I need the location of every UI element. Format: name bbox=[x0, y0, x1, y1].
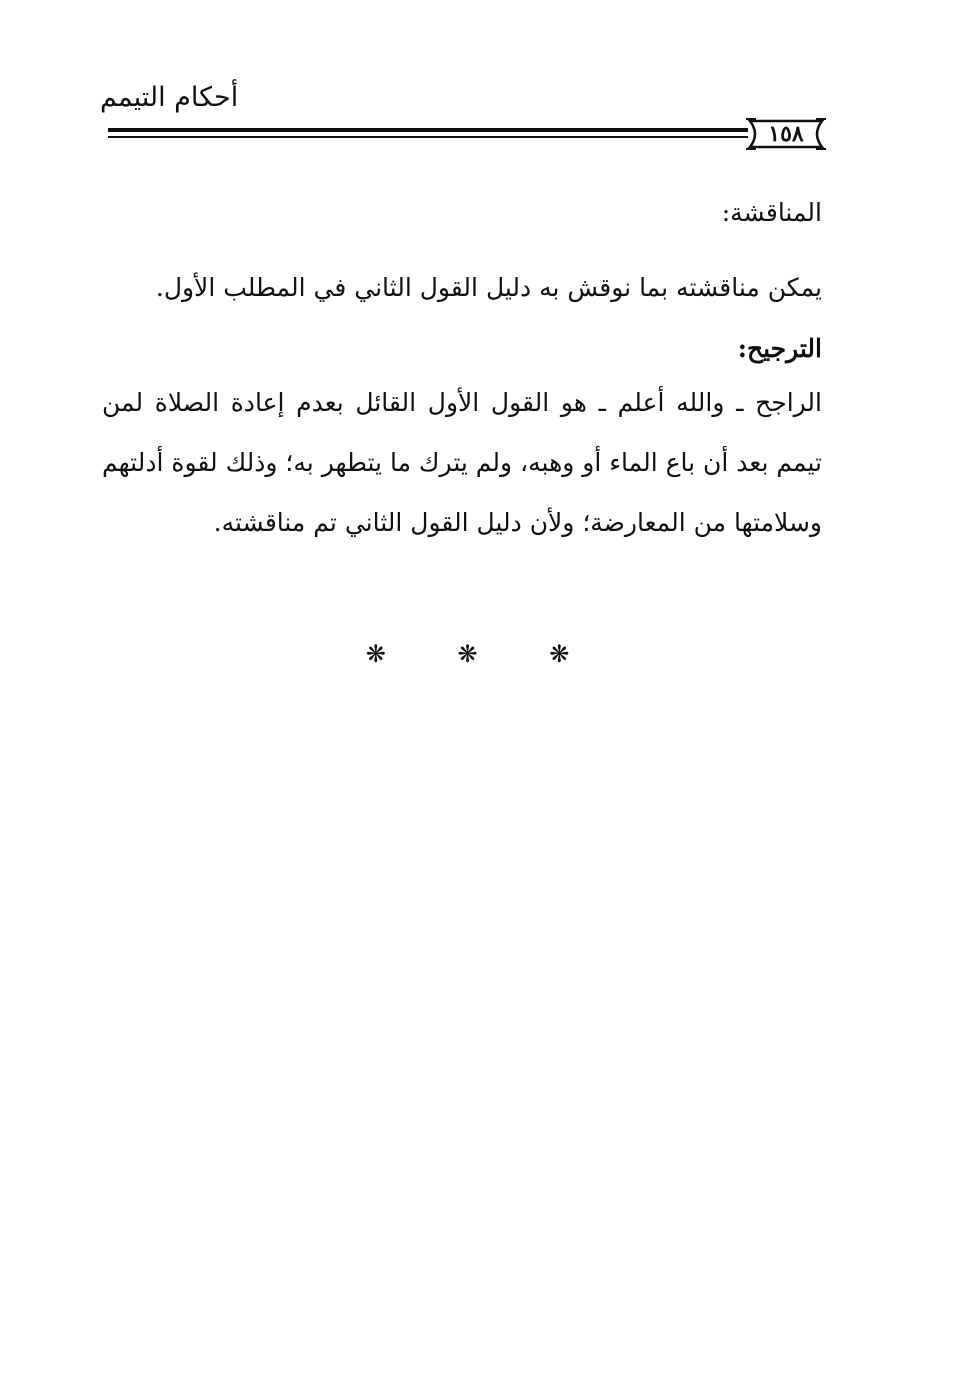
preference-heading: الترجيح: bbox=[737, 334, 822, 363]
header-rule-thin bbox=[108, 136, 748, 138]
page-number: ١٥٨ bbox=[768, 121, 804, 147]
page-number-frame bbox=[746, 117, 826, 151]
separator-star-icon: ❋ bbox=[457, 640, 500, 668]
preference-paragraph: الراجح ـ والله أعلم ـ هو القول الأول القائل بعدم إعادة الصلاة لمن تيمم بعد أن باع الماء أو وهبه، ولم يترك ما يتطهر به؛ وذلك لقوة أدلتهم وسلامتها من المعارضة؛ ولأن دليل القول الثاني تم مناقشته. bbox=[102, 388, 822, 537]
separator-star-icon: ❋ bbox=[365, 640, 408, 668]
header-rule-thick bbox=[108, 128, 748, 132]
discussion-heading: المناقشة: bbox=[721, 198, 822, 227]
running-title: أحكام التيمم bbox=[100, 82, 239, 113]
section-separator bbox=[0, 640, 957, 668]
discussion-paragraph: يمكن مناقشته بما نوقش به دليل القول الثاني في المطلب الأول. bbox=[155, 273, 822, 302]
separator-star-icon: ❋ bbox=[549, 640, 592, 668]
